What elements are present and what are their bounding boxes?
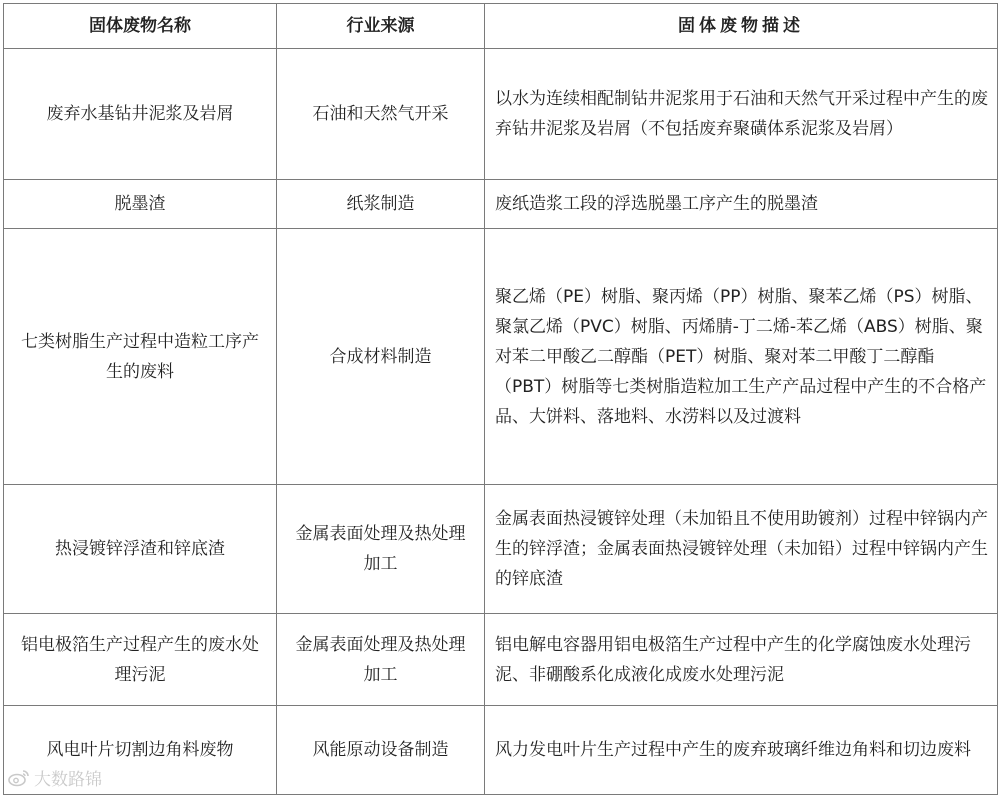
waste-name-cell: 热浸镀锌浮渣和锌底渣: [4, 485, 277, 614]
table-header-row: [4, 4, 998, 49]
header-waste-name: 固体废物名称: [4, 4, 277, 49]
table-row: [4, 229, 998, 485]
weibo-logo-icon: [8, 769, 30, 787]
table-row: [4, 614, 998, 706]
table-row: [4, 706, 998, 795]
header-industry-source: 行业来源: [277, 4, 485, 49]
industry-source-cell: 风能原动设备制造: [277, 706, 485, 795]
watermark-text: 大数路锦: [34, 770, 102, 790]
table-row: [4, 485, 998, 614]
waste-name-cell: 七类树脂生产过程中造粒工序产生的废料: [4, 229, 277, 485]
waste-name-cell: 铝电极箔生产过程产生的废水处理污泥: [4, 614, 277, 706]
waste-description-cell: 废纸造浆工段的浮选脱墨工序产生的脱墨渣: [485, 180, 998, 229]
waste-description-cell: 风力发电叶片生产过程中产生的废弃玻璃纤维边角料和切边废料: [485, 706, 998, 795]
waste-name-cell: 风电叶片切割边角料废物: [4, 706, 277, 795]
watermark: [8, 765, 102, 790]
table-row: [4, 180, 998, 229]
industry-source-cell: 金属表面处理及热处理加工: [277, 614, 485, 706]
industry-source-cell: 合成材料制造: [277, 229, 485, 485]
industry-source-cell: 石油和天然气开采: [277, 49, 485, 180]
solid-waste-table: [3, 3, 998, 795]
waste-name-cell: 废弃水基钻井泥浆及岩屑: [4, 49, 277, 180]
waste-description-cell: 铝电解电容器用铝电极箔生产过程中产生的化学腐蚀废水处理污泥、非硼酸系化成液化成废水处理污泥: [485, 614, 998, 706]
waste-description-cell: 以水为连续相配制钻井泥浆用于石油和天然气开采过程中产生的废弃钻井泥浆及岩屑（不包括废弃聚磺体系泥浆及岩屑）: [485, 49, 998, 180]
table-row: [4, 49, 998, 180]
industry-source-cell: 金属表面处理及热处理加工: [277, 485, 485, 614]
waste-description-cell: 金属表面热浸镀锌处理（未加铅且不使用助镀剂）过程中锌锅内产生的锌浮渣；金属表面热浸镀锌处理（未加铅）过程中锌锅内产生的锌底渣: [485, 485, 998, 614]
header-waste-description: 固体废物描述: [485, 4, 998, 49]
waste-description-cell: 聚乙烯（PE）树脂、聚丙烯（PP）树脂、聚苯乙烯（PS）树脂、聚氯乙烯（PVC）树脂、丙烯腈-丁二烯-苯乙烯（ABS）树脂、聚对苯二甲酸乙二醇酯（PET）树脂、聚对苯二甲酸丁二醇酯（PBT）树脂等七类树脂造粒加工生产产品过程中产生的不合格产品、大饼料、落地料、水涝料以及过渡料: [485, 229, 998, 485]
waste-name-cell: 脱墨渣: [4, 180, 277, 229]
industry-source-cell: 纸浆制造: [277, 180, 485, 229]
